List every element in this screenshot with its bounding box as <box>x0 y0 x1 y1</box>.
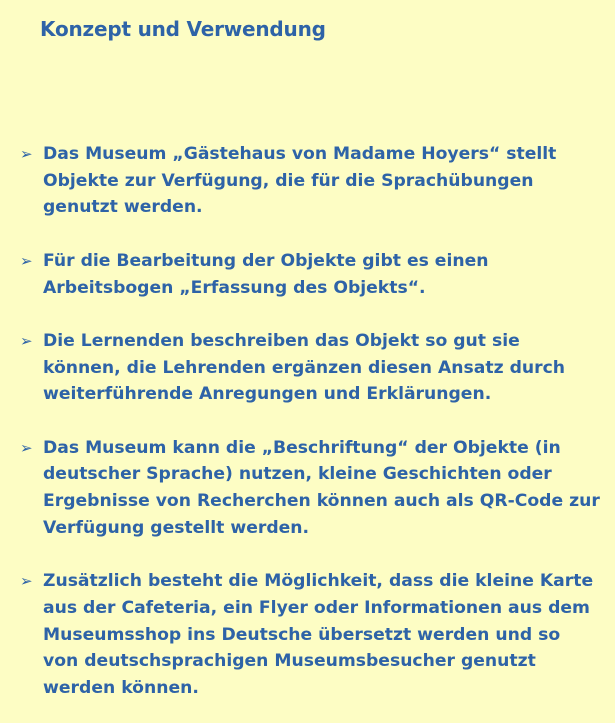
bullet-text: Zusätzlich besteht die Möglichkeit, dass die kleine Karte aus der Cafeteria, ein Flyer oder Informationen aus dem Museumsshop ins Deutsche übersetzt werden und so von deutschsprachigen Museumsbesucher genutzt werden können. <box>43 571 594 698</box>
bullet-list <box>20 141 600 702</box>
bullet-item <box>20 568 600 702</box>
bullet-item <box>20 248 600 301</box>
bullet-text: Die Lernenden beschreiben das Objekt so gut sie können, die Lehrenden ergänzen diesen Ansatz durch weiterführende Anregungen und Erklärungen. <box>43 330 566 405</box>
bullet-item <box>20 435 600 542</box>
bullet-text: Das Museum kann die „Beschriftung“ der Objekte (in deutscher Sprache) nutzen, kleine Geschichten oder Ergebnisse von Recherchen können auch als QR-Code zur Verfügung gestellt werden. <box>43 437 600 538</box>
slide-title: Konzept und Verwendung <box>40 17 326 41</box>
bullet-item <box>20 328 600 408</box>
bullet-item <box>20 141 600 221</box>
arrowhead-bullet-icon: ➢ <box>20 251 33 270</box>
bullet-text: Das Museum „Gästehaus von Madame Hoyers“ stellt Objekte zur Verfügung, die für die Sprachübungen genutzt werden. <box>43 144 557 218</box>
arrowhead-bullet-icon: ➢ <box>20 331 33 350</box>
arrowhead-bullet-icon: ➢ <box>20 572 33 591</box>
arrowhead-bullet-icon: ➢ <box>20 438 33 457</box>
bullet-text: Für die Bearbeitung der Objekte gibt es einen Arbeitsbogen „Erfassung des Objekts“. <box>43 250 489 298</box>
arrowhead-bullet-icon: ➢ <box>20 145 33 163</box>
